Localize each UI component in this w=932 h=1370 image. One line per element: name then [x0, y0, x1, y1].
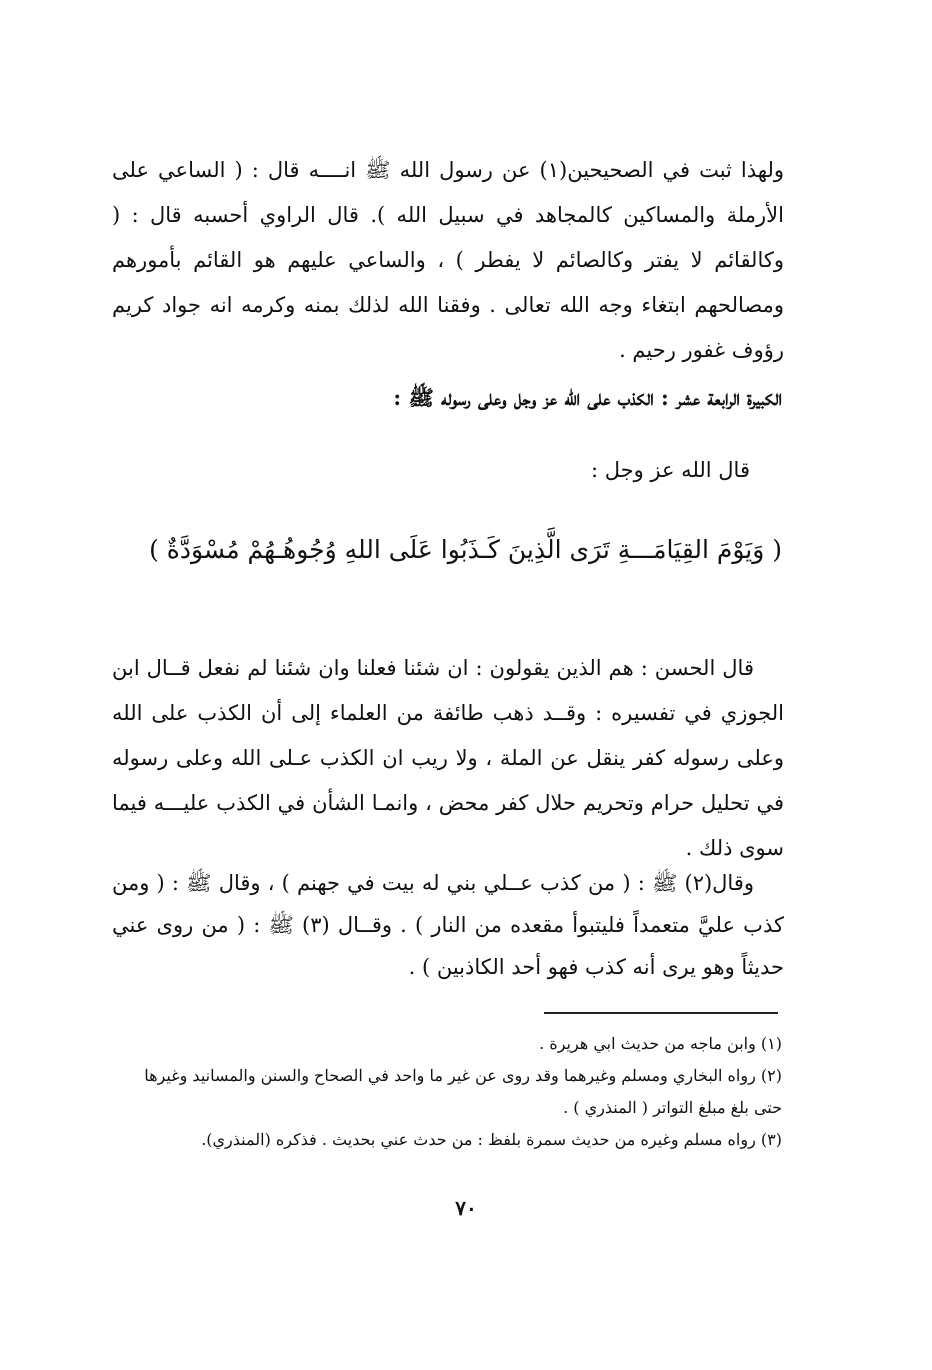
page-number: ٧٠ [455, 1196, 477, 1220]
footnote-1: (١) وابن ماجه من حديث ابي هريرة . [539, 1034, 782, 1053]
body-paragraph-2: قال الحسن : هم الذين يقولون : ان شئنا فعلنا وان شئنا لم نفعل قــال ابن الجوزي في تفسيره : وقــد ذهب طائفة من العلماء إلى أن الكذب على الله وعلى رسوله كفر ينقل عن الملة ، ولا ريب ان الكذب عـلى الله وعلى رسوله في تحليل حرام وتحريم حلال كفر محض ، وانمـا الشأن في الكذب عليـــه فيما سوى ذلك . [112, 656, 784, 860]
quote-intro: قال الله عز وجل : [590, 458, 750, 482]
section-heading: الكبيرة الرابعة عشر : الكذب على الله عز وجل وعلى رسوله ﷺ : [393, 385, 782, 410]
footnote-2: (٢) رواه البخاري ومسلم وغيرهما وقد روى عن غير ما واحد في الصحاح والسنن والمسانيد وغيرها حتى بلغ مبلغ التواتر ( المنذري ) . [144, 1066, 782, 1117]
body-paragraph-1: ولهذا ثبت في الصحيحين(١) عن رسول الله ﷺ انــــه قال : ( الساعي على الأرملة والمساكين كالمجاهد في سبيل الله ). قال الراوي أحسبه قال : ( وكالقائم لا يفتر وكالصائم لا يفطر ) ، والساعي عليهم هو القائم بأمورهم ومصالحهم ابتغاء وجه الله تعالى . وفقنا الله لذلك بمنه وكرمه انه جواد كريم رؤوف غفور رحيم . [112, 158, 785, 362]
quran-verse: ( وَيَوْمَ القِيَامَـــةِ تَرَى الَّذِينَ كَـذَبُوا عَلَى اللهِ وُجُوهُـهُمْ مُسْوَدَّةٌ ) [149, 535, 782, 564]
footnote-3: (٣) رواه مسلم وغيره من حديث سمرة بلفظ : من حدث عني بحديث . فذكره (المنذري). [201, 1130, 782, 1149]
body-paragraph-3: وقال(٢) ﷺ : ( من كذب عــلي بني له بيت في جهنم ) ، وقال ﷺ : ( ومن كذب عليَّ متعمداً فليتبوأ مقعده من النار ) . وقــال (٣) ﷺ : ( من روى عني حديثاً وهو يرى أنه كذب فهو أحد الكاذبين ) . [112, 871, 784, 979]
footnotes [112, 1028, 782, 1156]
footnote-divider [544, 1012, 778, 1014]
